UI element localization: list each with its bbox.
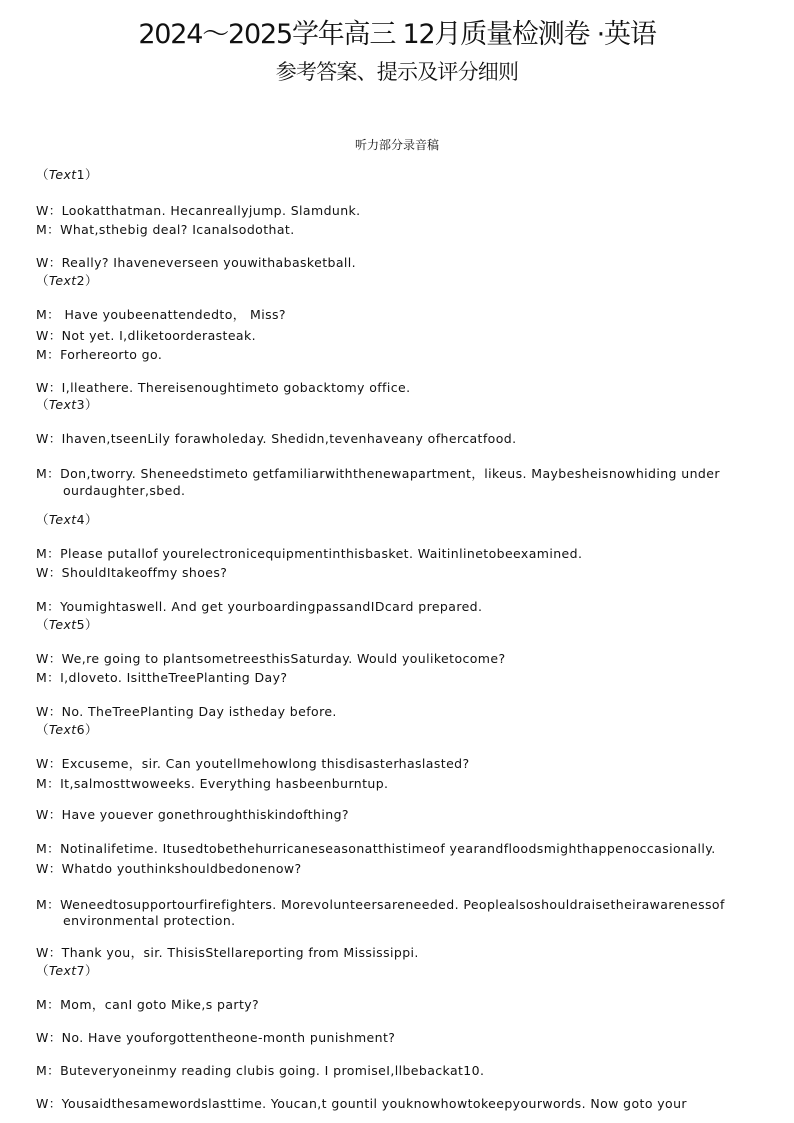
dialogue-line: W：Yousaidthesamewordslasttime. Youcan,t gountil youknowhowtokeepyourwords. Now goto your xyxy=(36,1096,687,1111)
dialogue-line: M：What,sthebig deal? Icanalsodothat. xyxy=(36,222,295,237)
dialogue-line: M：Don,tworry. Sheneedstimeto getfamiliarwiththenewapartment，likeus. Maybesheisnowhiding under xyxy=(36,466,720,481)
dialogue-line: W：Really? Ihaveneverseen youwithabasketball. xyxy=(36,255,357,270)
dialogue-line: W：Thank you，sir. ThisisStellareporting from Mississippi. xyxy=(36,945,419,960)
document-subtitle: 参考答案、提示及评分细则 xyxy=(275,60,519,84)
text-label: （Text4） xyxy=(36,512,98,527)
dialogue-line: M： Have youbeenattendedto， Miss? xyxy=(36,307,286,322)
dialogue-line: W：Have youever gonethroughthiskindofthing? xyxy=(36,807,349,822)
text-label: （Text1） xyxy=(36,167,98,182)
dialogue-line: W：Whatdo youthinkshouldbedonenow? xyxy=(36,861,302,876)
dialogue-line: M：Weneedtosupportourfirefighters. Morevolunteersareneeded. Peoplealsoshouldraisetheirawarenessof xyxy=(36,897,725,912)
dialogue-line: M：Please putallof yourelectronicequipmentinthisbasket. Waitinlinetobeexamined. xyxy=(36,546,583,561)
document-title: 2024～2025学年高三 12月质量检测卷 ·英语 xyxy=(138,19,656,50)
text-label: （Text5） xyxy=(36,617,98,632)
dialogue-line: M：It,salmosttwoweeks. Everything hasbeenburntup. xyxy=(36,776,389,791)
dialogue-line: M：Notinalifetime. Itusedtobethehurricaneseasonatthistimeof yearandfloodsmighthappenoccasionally. xyxy=(36,841,716,856)
dialogue-line-continuation: environmental protection. xyxy=(63,913,236,928)
text-label: （Text3） xyxy=(36,397,98,412)
dialogue-line: W：Ihaven,tseenLily forawholeday. Shedidn,tevenhaveany ofhercatfood. xyxy=(36,431,517,446)
dialogue-line: M：Youmightaswell. And get yourboardingpassandIDcard prepared. xyxy=(36,599,483,614)
dialogue-line-continuation: ourdaughter,sbed. xyxy=(63,483,186,498)
dialogue-line: W：ShouldItakeoffmy shoes? xyxy=(36,565,228,580)
dialogue-line: W：Not yet. I,dliketoorderasteak. xyxy=(36,328,257,343)
dialogue-line: M：Buteveryoneinmy reading clubis going. I promiseI,llbebackat10. xyxy=(36,1063,485,1078)
dialogue-line: W：No. TheTreePlanting Day istheday before. xyxy=(36,704,337,719)
dialogue-line: W：I,lleathere. Thereisenoughtimeto gobacktomy office. xyxy=(36,380,411,395)
text-label: （Text6） xyxy=(36,722,98,737)
dialogue-line: M：Forhereorto go. xyxy=(36,347,163,362)
dialogue-line: W：We,re going to plantsometreesthisSaturday. Would youliketocome? xyxy=(36,651,506,666)
dialogue-line: W：Excuseme，sir. Can youtellmehowlong thisdisasterhaslasted? xyxy=(36,756,470,771)
text-label: （Text2） xyxy=(36,273,98,288)
dialogue-line: M：I,dloveto. IsittheTreePlanting Day? xyxy=(36,670,288,685)
dialogue-line: M：Mom，canI goto Mike,s party? xyxy=(36,997,260,1012)
text-label: （Text7） xyxy=(36,963,98,978)
section-heading: 听力部分录音稿 xyxy=(354,138,439,152)
dialogue-line: W：No. Have youforgottentheone-month punishment? xyxy=(36,1030,396,1045)
dialogue-line: W：Lookatthatman. Hecanreallyjump. Slamdunk. xyxy=(36,203,361,218)
